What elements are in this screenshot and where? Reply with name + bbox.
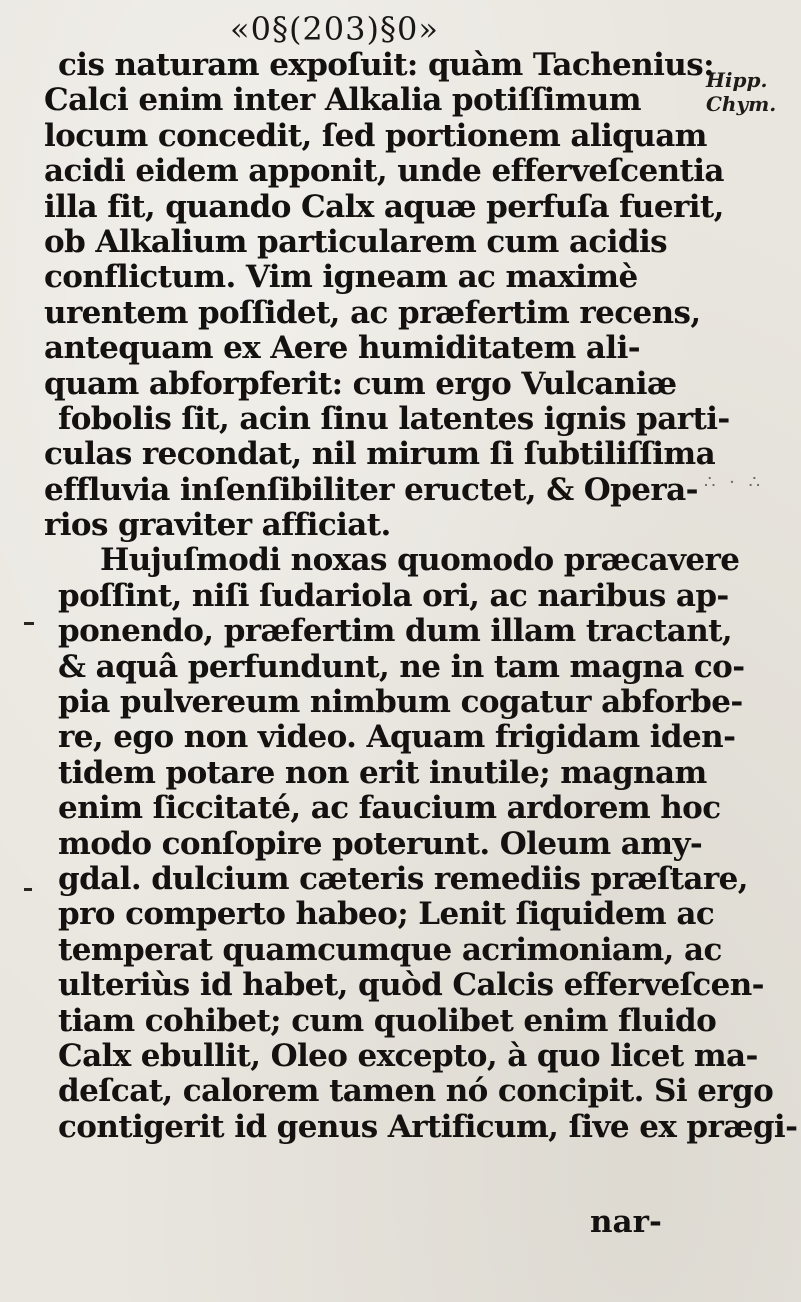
text-line: & aquâ perfundunt, ne in tam magna co- — [58, 648, 745, 685]
margin-mark — [24, 888, 32, 891]
text-line: pro comperto habeo; Lenit ſiquidem ac — [58, 896, 715, 933]
text-line: tiam cohibet; cum quolibet enim fluido — [58, 1002, 717, 1039]
margin-note-hipp: Hipp. — [706, 68, 768, 92]
text-line: rios graviter afficiat. — [44, 507, 391, 544]
bleed-through-marks: ∴ · ∴ — [704, 472, 765, 493]
text-line: tidem potare non erit inutile; magnam — [58, 754, 707, 791]
text-line: urentem poſſidet, ac præfertim recens, — [44, 294, 701, 331]
text-line: enim ſiccitaté, ac faucium ardorem hoc — [58, 790, 721, 827]
margin-mark — [24, 622, 34, 625]
text-line: quam abforpferit: cum ergo Vulcaniæ — [44, 365, 677, 402]
text-line: Calx ebullit, Oleo excepto, à quo licet ma- — [58, 1037, 758, 1074]
text-line: contigerit id genus Artificum, ſive ex prægi- — [58, 1108, 798, 1145]
text-line: Hujuſmodi noxas quomodo præcavere — [100, 542, 740, 579]
text-line: culas recondat, nil mirum ſi ſubtiliſſima — [44, 436, 716, 473]
text-line: temperat quamcumque acrimoniam, ac — [58, 931, 722, 968]
text-line: fobolis ſit, acin ſinu latentes ignis parti- — [58, 400, 730, 437]
text-line: cis naturam expoſuit: quàm Tachenius: — [58, 47, 714, 83]
text-line: ponendo, præfertim dum illam tractant, — [58, 613, 733, 650]
text-line: gdal. dulcium cæteris remediis præſtare, — [58, 860, 748, 897]
margin-note-chym: Chym. — [706, 92, 777, 116]
text-line: pia pulvereum nimbum cogatur abforbe- — [58, 684, 743, 721]
text-line: ob Alkalium particularem cum acidis — [44, 223, 667, 260]
text-line: re, ego non video. Aquam frigidam iden- — [58, 719, 736, 756]
text-line: illa fit, quando Calx aquæ perfuſa fuerit, — [44, 188, 724, 225]
text-line: effluvia inſenſibiliter eructet, & Opera- — [44, 471, 698, 508]
text-line: conflictum. Vim igneam ac maximè — [44, 259, 638, 296]
catchword: nar- — [590, 1204, 662, 1240]
page-header: «0§(203)§0» — [230, 10, 439, 48]
text-line: acidi eidem apponit, unde efferveſcentia — [44, 153, 724, 190]
text-line: deſcat, calorem tamen nó concipit. Si ergo — [58, 1073, 774, 1110]
text-line: ulteriùs id habet, quòd Calcis efferveſcen- — [58, 967, 764, 1004]
text-line: modo conſopire poterunt. Oleum amy- — [58, 825, 703, 862]
text-line: antequam ex Aere humiditatem ali- — [44, 330, 641, 367]
text-line: poſſint, niſi ſudariola ori, ac naribus ap- — [58, 577, 729, 614]
text-line: Calci enim inter Alkalia potiſſimum — [44, 82, 641, 119]
text-line: locum concedit, ſed portionem aliquam — [44, 117, 707, 154]
